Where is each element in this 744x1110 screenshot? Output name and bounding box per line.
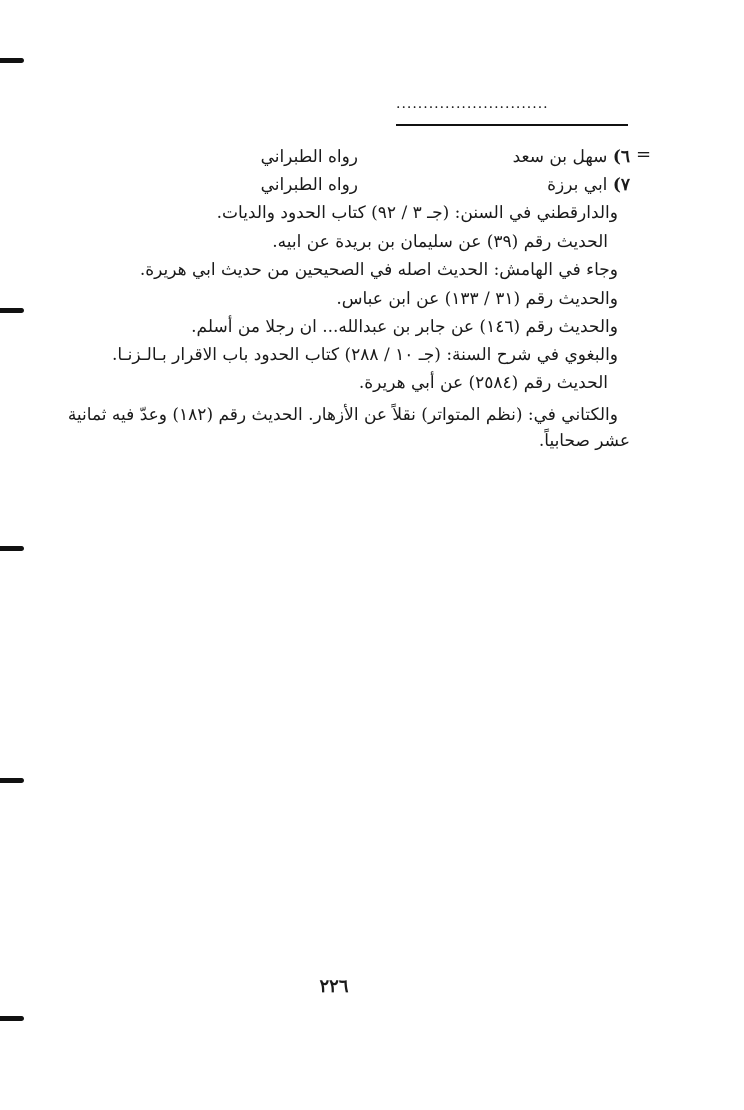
page-number: ٢٢٦	[319, 976, 349, 997]
continuation-mark: =	[636, 144, 652, 165]
text-line: والحديث رقم (٣١ / ١٣٣) عن ابن عباس.	[336, 289, 618, 309]
narrator-number: ٦)	[612, 147, 630, 167]
narrator-name: ابي برزة	[547, 175, 608, 195]
text-line: وجاء في الهامش: الحديث اصله في الصحيحين من حديث ابي هريرة.	[139, 260, 618, 280]
narrator-number: ٧)	[612, 175, 630, 195]
dotted-leader: ............................	[396, 96, 549, 112]
text-line: عشر صحابياً.	[538, 431, 630, 451]
text-line: والحديث رقم (١٤٦) عن جابر بن عبدالله... ان رجلا من أسلم.	[191, 317, 618, 337]
text-line: الحديث رقم (٣٩) عن سليمان بن بريدة عن ابيه.	[272, 232, 608, 252]
binder-mark	[0, 778, 24, 783]
narrator-row	[547, 174, 630, 196]
text-line: الحديث رقم (٢٥٨٤) عن أبي هريرة.	[358, 373, 608, 393]
binder-mark	[0, 308, 24, 313]
text-line: والبغوي في شرح السنة: (جـ ١٠ / ٢٨٨) كتاب الحدود باب الاقرار بـالـزنـا.	[112, 345, 618, 365]
footnote-rule	[396, 124, 628, 126]
text-line: والدارقطني في السنن: (جـ ٣ / ٩٢) كتاب الحدود والديات.	[216, 203, 618, 223]
narrator-source: رواه الطبراني	[260, 147, 358, 167]
narrator-name: سهل بن سعد	[512, 147, 608, 167]
binder-mark	[0, 58, 24, 63]
text-line: والكتاني في: (نظم المتواتر) نقلاً عن الأزهار. الحديث رقم (١٨٢) وعدّ فيه ثمانية	[67, 405, 618, 425]
binder-mark	[0, 546, 24, 551]
binder-mark	[0, 1016, 24, 1021]
narrator-row	[513, 146, 630, 168]
narrator-source: رواه الطبراني	[260, 175, 358, 195]
